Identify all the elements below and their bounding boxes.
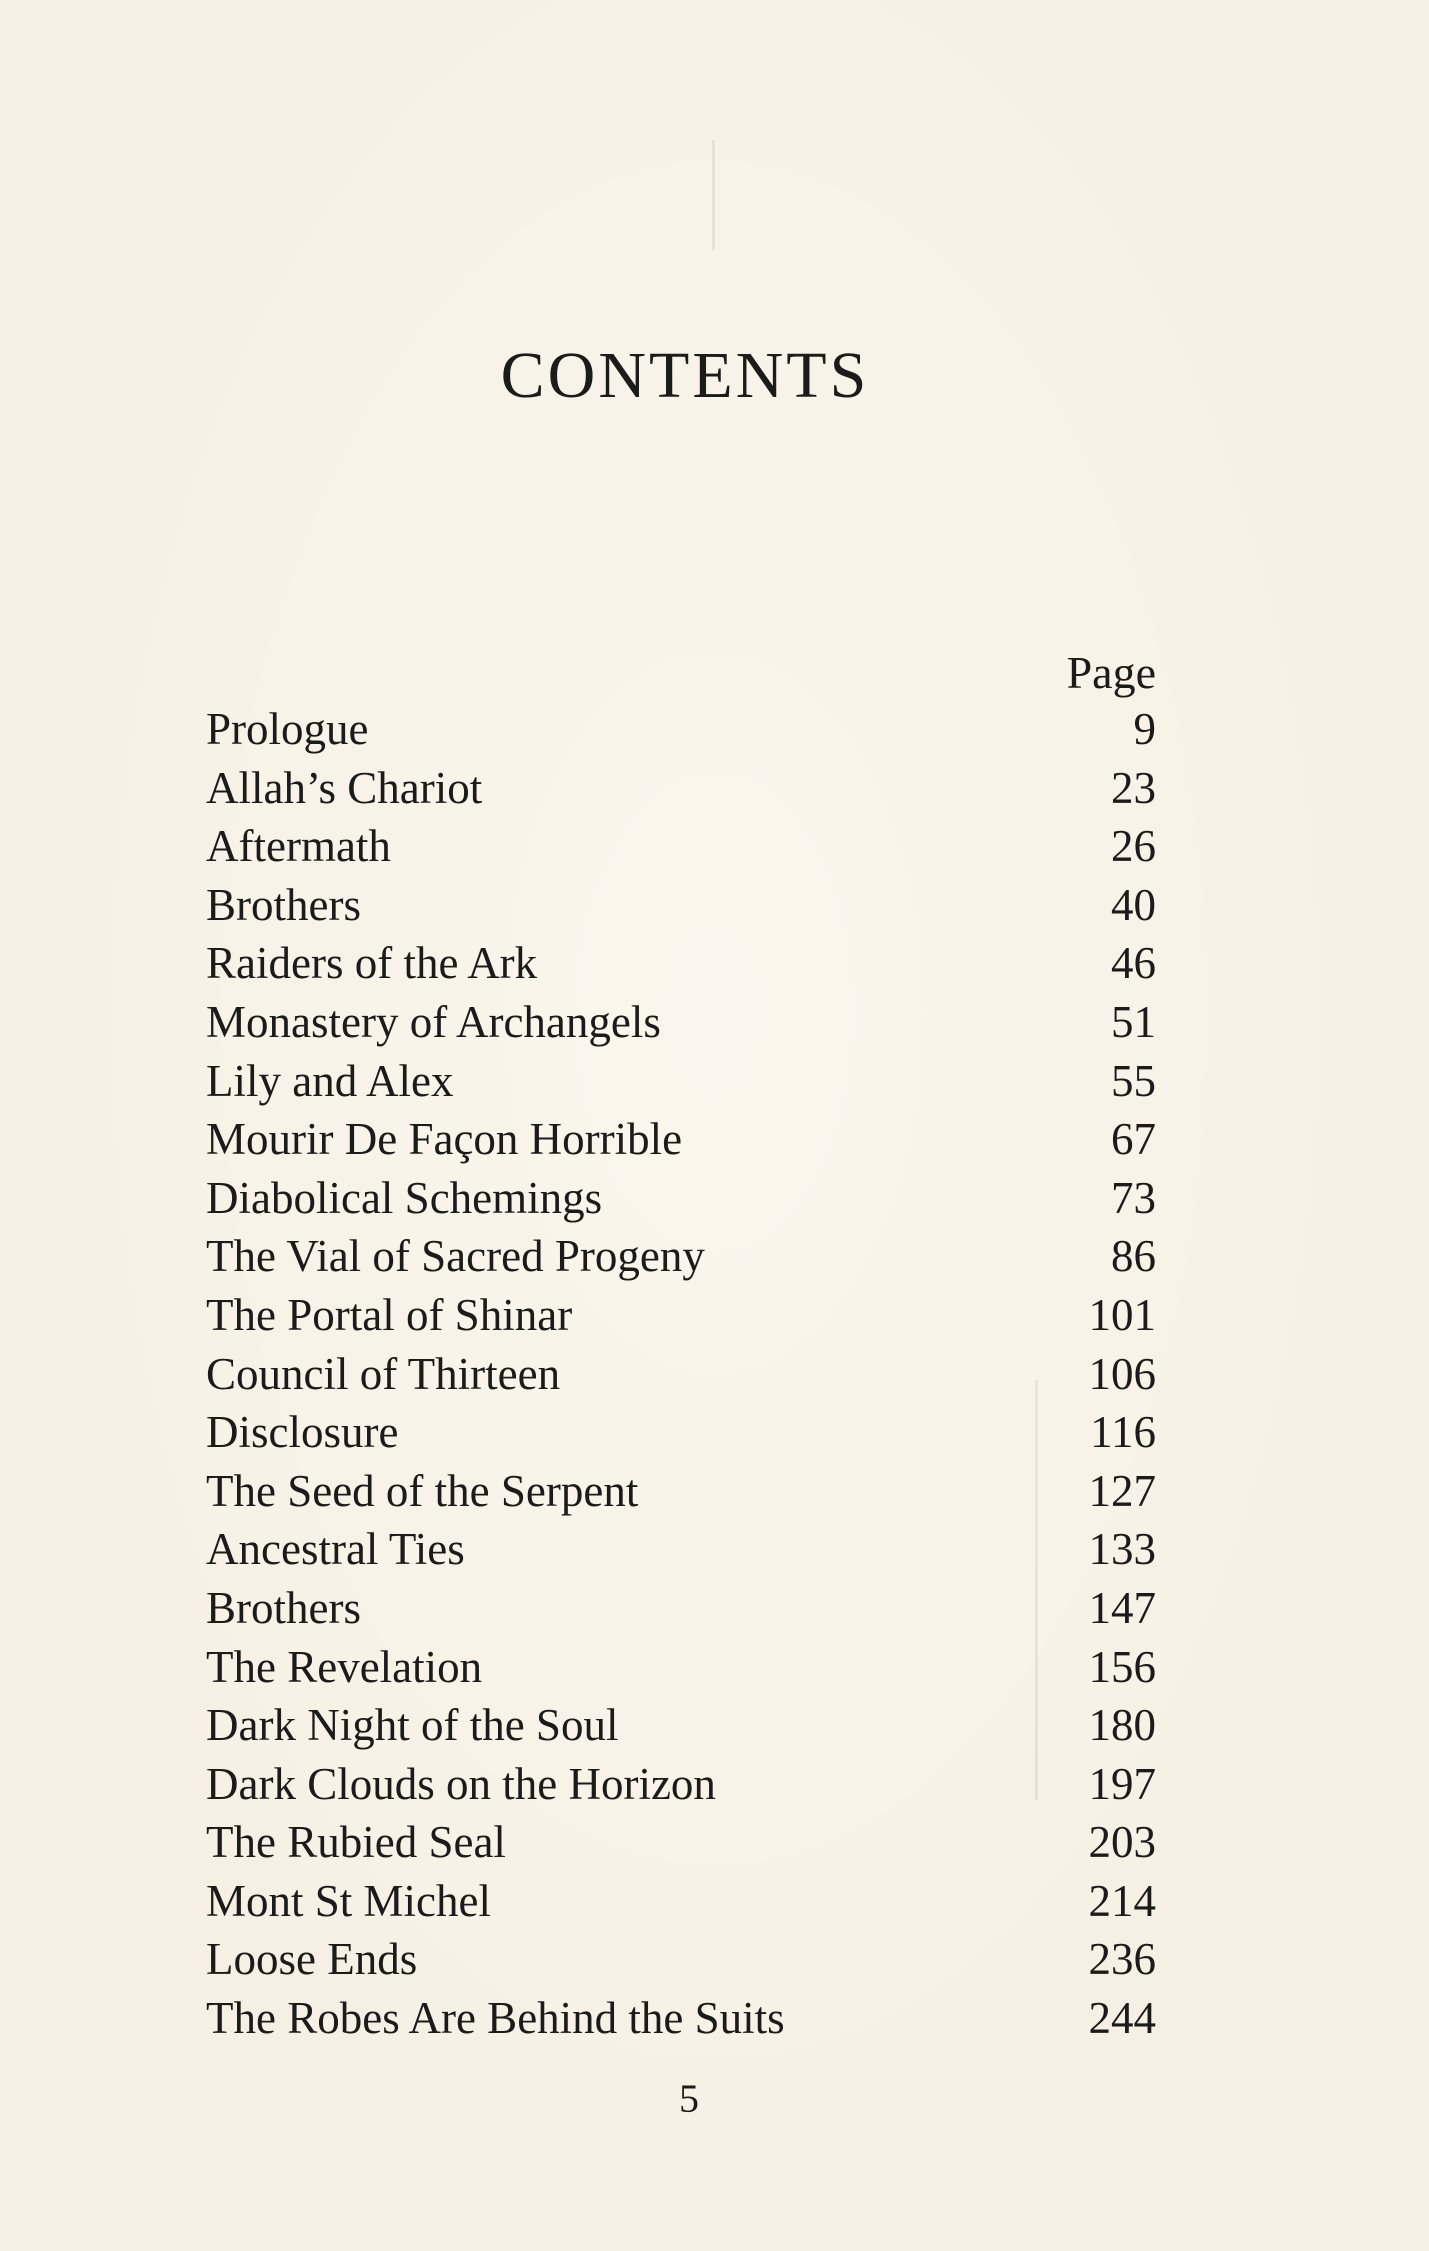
toc-entry (206, 876, 1156, 935)
toc-entry-page: 127 (1088, 1465, 1156, 1516)
toc-entry-title: Mont St Michel (206, 1875, 492, 1926)
toc-entry (206, 1638, 1156, 1697)
toc-entry-title: Loose Ends (206, 1934, 418, 1985)
toc-entry-page: 23 (1111, 762, 1156, 813)
toc-entry (206, 1169, 1156, 1228)
toc-entry-title: Mourir De Façon Horrible (206, 1114, 683, 1165)
toc-entry (206, 1052, 1156, 1111)
toc-entry-title: The Rubied Seal (206, 1817, 506, 1868)
toc-entry (206, 934, 1156, 993)
page-column-header: Page (1066, 647, 1156, 698)
toc-entry-page: 55 (1111, 1055, 1156, 1106)
toc-entry-page: 214 (1088, 1875, 1156, 1926)
toc-entry-title: The Portal of Shinar (206, 1289, 573, 1340)
toc-entry-page: 180 (1088, 1700, 1156, 1751)
page-title: CONTENTS (500, 339, 870, 412)
toc-entry (206, 1696, 1156, 1755)
toc-entry-title: The Seed of the Serpent (206, 1465, 639, 1516)
toc-entry (206, 1520, 1156, 1579)
toc-entry-page: 106 (1088, 1348, 1156, 1399)
toc-entry (206, 1286, 1156, 1345)
toc-entry (206, 1579, 1156, 1638)
toc-entry-title: Council of Thirteen (206, 1348, 561, 1399)
toc-entry-page: 51 (1111, 996, 1156, 1047)
toc-entry (206, 700, 1156, 759)
toc-entry-page: 101 (1088, 1289, 1156, 1340)
toc-entry (206, 1989, 1156, 2048)
toc-entry-title: The Revelation (206, 1641, 483, 1692)
toc-entry-page: 116 (1090, 1407, 1156, 1458)
toc-entry-page: 147 (1088, 1582, 1156, 1633)
toc-entry-page: 67 (1111, 1114, 1156, 1165)
toc-entry (206, 1462, 1156, 1521)
toc-entry (206, 759, 1156, 818)
toc-entry-title: Brothers (206, 1582, 361, 1633)
page-number: 5 (679, 2076, 699, 2121)
table-of-contents (206, 700, 1156, 2048)
toc-entry (206, 1813, 1156, 1872)
toc-entry (206, 1345, 1156, 1404)
toc-entry-page: 73 (1111, 1172, 1156, 1223)
toc-entry-title: Monastery of Archangels (206, 996, 661, 1047)
toc-entry-page: 133 (1088, 1524, 1156, 1575)
toc-entry-title: Ancestral Ties (206, 1524, 465, 1575)
toc-entry-title: Prologue (206, 704, 369, 754)
toc-entry (206, 817, 1156, 876)
toc-entry-page: 203 (1088, 1817, 1156, 1868)
toc-entry (206, 1110, 1156, 1169)
toc-entry-title: Raiders of the Ark (206, 938, 538, 989)
toc-entry-title: The Robes Are Behind the Suits (206, 1993, 785, 2044)
toc-entry (206, 1403, 1156, 1462)
toc-entry-title: Aftermath (206, 821, 391, 872)
toc-entry-title: Dark Clouds on the Horizon (206, 1758, 716, 1809)
toc-entry (206, 1872, 1156, 1931)
toc-entry-title: The Vial of Sacred Progeny (206, 1231, 705, 1282)
toc-entry-title: Disclosure (206, 1407, 399, 1458)
toc-entry-page: 40 (1111, 879, 1156, 930)
toc-entry-page: 156 (1088, 1641, 1156, 1692)
toc-entry-page: 46 (1111, 938, 1156, 989)
toc-entry (206, 993, 1156, 1052)
toc-entry-page: 197 (1088, 1758, 1156, 1809)
toc-entry-page: 9 (1133, 704, 1156, 754)
toc-entry-title: Lily and Alex (206, 1055, 454, 1106)
show-through-mark (712, 140, 715, 250)
toc-entry (206, 1227, 1156, 1286)
toc-entry-title: Allah’s Chariot (206, 762, 483, 813)
toc-entry (206, 1930, 1156, 1989)
toc-entry-page: 244 (1088, 1993, 1156, 2044)
toc-entry-title: Diabolical Schemings (206, 1172, 603, 1223)
toc-entry-page: 86 (1111, 1231, 1156, 1282)
toc-entry-page: 26 (1111, 821, 1156, 872)
toc-entry-title: Brothers (206, 879, 361, 930)
toc-entry (206, 1755, 1156, 1814)
toc-entry-page: 236 (1088, 1934, 1156, 1985)
toc-entry-title: Dark Night of the Soul (206, 1700, 619, 1751)
